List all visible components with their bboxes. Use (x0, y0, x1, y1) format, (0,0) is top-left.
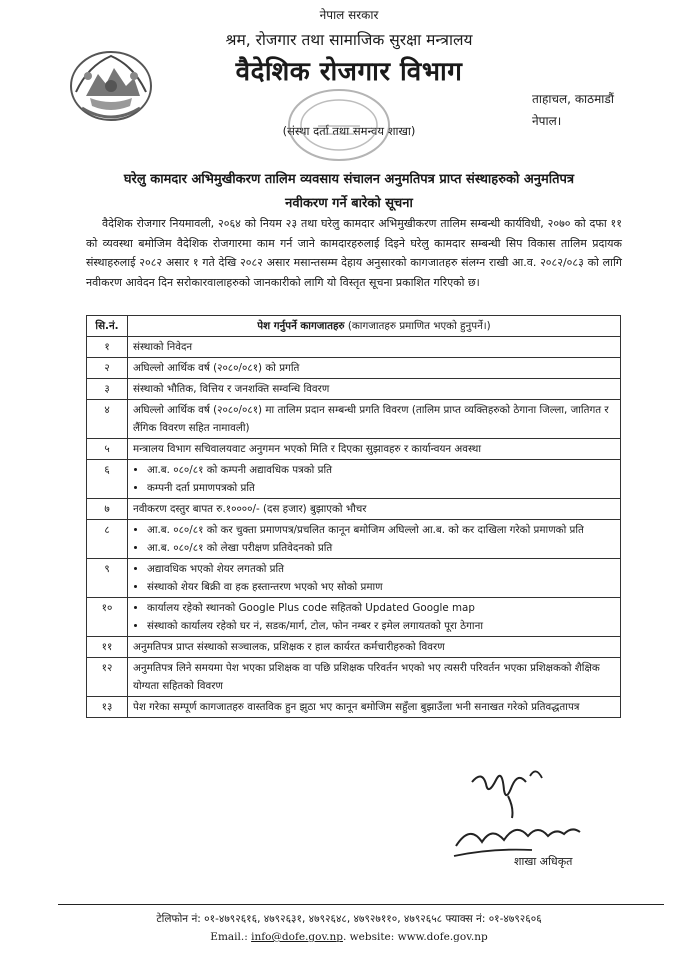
footer-divider (58, 904, 664, 905)
table-row (87, 637, 621, 658)
office-stamp (284, 86, 394, 164)
row-serial-number: ३ (87, 379, 128, 400)
required-documents-table (86, 315, 621, 718)
row-document: अनुमतिपत्र लिने समयमा पेश भएका प्रशिक्षक वा पछि प्रशिक्षक परिवर्तन भएको भए त्यसरी परिवर्तन भएका प्रशिक्षकको शैक्षिक योग्यता सहितको विवरण (128, 658, 621, 697)
row-document (128, 520, 621, 559)
notice-title-line-1: घरेलु कामदार अभिमुखीकरण तालिम व्यवसाय संचालन अनुमतिपत्र प्राप्त संस्थाहरुको अनुमतिपत्र (123, 172, 575, 187)
notice-intro-paragraph: वैदेशिक रोजगार नियमावली, २०६४ को नियम २३ तथा घरेलु कामदार अभिमुखीकरण तालिम सम्बन्धी कार्यविधी, २०७० को दफा ११ को व्यवस्था बमोजिम वैदेशिक रोजगारमा काम गर्न जाने कामदारहरुलाई दिइने घरेलु कामदार सम्बन्धी सिप विकास तालिम प्रदायक संस्थाहरुलाई २०८२ असार १ गते देखि २०८२ असार मसान्तसम्म देहाय अनुसारको कागजातहरु संलग्न राखी आ.व. २०८२/०८३ को लागि नवीकरण आवेदन दिन सरोकारवालाहरुको जानकारीको लागि यो विस्तृत सूचना प्रकाशित गरिएको छ। (86, 217, 622, 289)
ministry-name: श्रम, रोजगार तथा सामाजिक सुरक्षा मन्त्रालय (225, 31, 473, 49)
document-bullet-list (133, 560, 615, 596)
notice-title (0, 168, 698, 216)
footer-phone: टेलिफोन नं: ०१-४७९२६१६, ४७९२६३१, ४७९२६४८, ४७९२७११०, ४७९२६५८ फ्याक्स नं: ०१-४७९२६०६ (156, 913, 542, 925)
table-row (87, 598, 621, 637)
office-location (532, 88, 662, 132)
row-document: अघिल्लो आर्थिक वर्ष (२०८०/०८१) मा तालिम प्रदान सम्बन्धी प्रगति विवरण (तालिम प्राप्त व्यक्तिहरुको ठेगाना जिल्ला, जातिगत र लैंगिक विवरण सहित नामावली) (128, 400, 621, 439)
table-row (87, 439, 621, 460)
row-serial-number: १३ (87, 697, 128, 718)
required-documents-body (87, 337, 621, 718)
document-bullet-item: • आ.ब. ०८०/८१ को कर चुक्ता प्रमाणपत्र/प्रचलित कानून बमोजिम अघिल्लो आ.ब. को कर दाखिला गरेको प्रमाणको प्रति (147, 521, 615, 539)
row-serial-number: १ (87, 337, 128, 358)
department-name: वैदेशिक रोजगार विभाग (235, 57, 463, 87)
website-link[interactable]: www.dofe.gov.np (397, 931, 488, 943)
row-serial-number: १२ (87, 658, 128, 697)
document-bullet-item: • कार्यालय रहेको स्थानको Google Plus code सहितको Updated Google map (147, 599, 615, 617)
document-bullet-list (133, 461, 615, 497)
footer-contact (0, 931, 698, 943)
table-row (87, 337, 621, 358)
row-serial-number: ४ (87, 400, 128, 439)
table-row (87, 358, 621, 379)
branch-name: (संस्था दर्ता तथा समन्वय शाखा) (282, 124, 416, 138)
row-serial-number: १० (87, 598, 128, 637)
location-country: नेपाल। (532, 114, 562, 128)
row-document: नवीकरण दस्तुर बापत रु.१००००/- (दस हजार) बुझाएको भौचर (128, 499, 621, 520)
table-row (87, 400, 621, 439)
row-serial-number: २ (87, 358, 128, 379)
row-serial-number: ११ (87, 637, 128, 658)
row-serial-number: ८ (87, 520, 128, 559)
row-serial-number: ५ (87, 439, 128, 460)
row-document: मन्त्रालय विभाग सचिवालयवाट अनुगमन भएको मिति र दिएका सुझावहरु र कार्यान्वयन अवस्था (128, 439, 621, 460)
location-city: ताहाचल, काठमाडौं (532, 92, 614, 106)
row-document: संस्थाको भौतिक, वित्तिय र जनशक्ति सम्वन्धि विवरण (128, 379, 621, 400)
header-documents (128, 316, 621, 337)
document-bullet-item: • संस्थाको शेयर बिक्री वा हक हस्तान्तरण भएको भए सोको प्रमाण (147, 578, 615, 596)
document-bullet-item: • कम्पनी दर्ता प्रमाणपत्रको प्रति (147, 479, 615, 497)
table-row (87, 658, 621, 697)
row-serial-number: ९ (87, 559, 128, 598)
row-document: अनुमतिपत्र प्राप्त संस्थाको सञ्चालक, प्रशिक्षक र हाल कार्यरत कर्मचारीहरुको विवरण (128, 637, 621, 658)
signatory-title: शाखा अधिकृत (514, 855, 573, 868)
table-row (87, 559, 621, 598)
document-bullet-item: • संस्थाको कार्यालय रहेको घर नं, सडक/मार्ग, टोल, फोन नम्बर र इमेल लगायतको पूरा ठेगाना (147, 617, 615, 635)
document-bullet-list (133, 599, 615, 635)
row-serial-number: ७ (87, 499, 128, 520)
header-serial-number: सि.नं. (87, 316, 128, 337)
government-name: नेपाल सरकार (319, 8, 379, 22)
table-header-row (87, 316, 621, 337)
email-label: Email.: (210, 931, 252, 943)
document-bullet-item: • आ.ब. ०८०/८१ को कम्पनी अद्यावधिक पत्रको प्रति (147, 461, 615, 479)
table-row (87, 379, 621, 400)
website-label: . website: (342, 931, 398, 943)
row-serial-number: ६ (87, 460, 128, 499)
table-row (87, 499, 621, 520)
table-row (87, 460, 621, 499)
header-documents-label: पेश गर्नुपर्ने कागजातहरु (257, 320, 345, 332)
email-link[interactable]: info@dofe.gov.np (251, 931, 343, 943)
row-document: अघिल्लो आर्थिक वर्ष (२०८०/०८१) को प्रगति (128, 358, 621, 379)
row-document: संस्थाको निवेदन (128, 337, 621, 358)
document-bullet-item: • आ.ब. ०८०/८१ को लेखा परीक्षण प्रतिवेदनको प्रति (147, 539, 615, 557)
row-document: पेश गरेका सम्पूर्ण कागजातहरु वास्तविक हुन झुठा भए कानून बमोजिम सहुँला बुझाउँला भनी सनाखत गरेको प्रतिवद्धतापत्र (128, 697, 621, 718)
notice-title-line-2: नवीकरण गर्ने बारेको सूचना (285, 196, 413, 211)
table-row (87, 520, 621, 559)
document-bullet-item: • अद्यावधिक भएको शेयर लगतको प्रति (147, 560, 615, 578)
header-documents-note: (कागजातहरु प्रमाणित भएको हुनुपर्ने।) (344, 320, 491, 332)
table-row (87, 697, 621, 718)
row-document (128, 559, 621, 598)
document-bullet-list (133, 521, 615, 557)
row-document (128, 598, 621, 637)
row-document (128, 460, 621, 499)
